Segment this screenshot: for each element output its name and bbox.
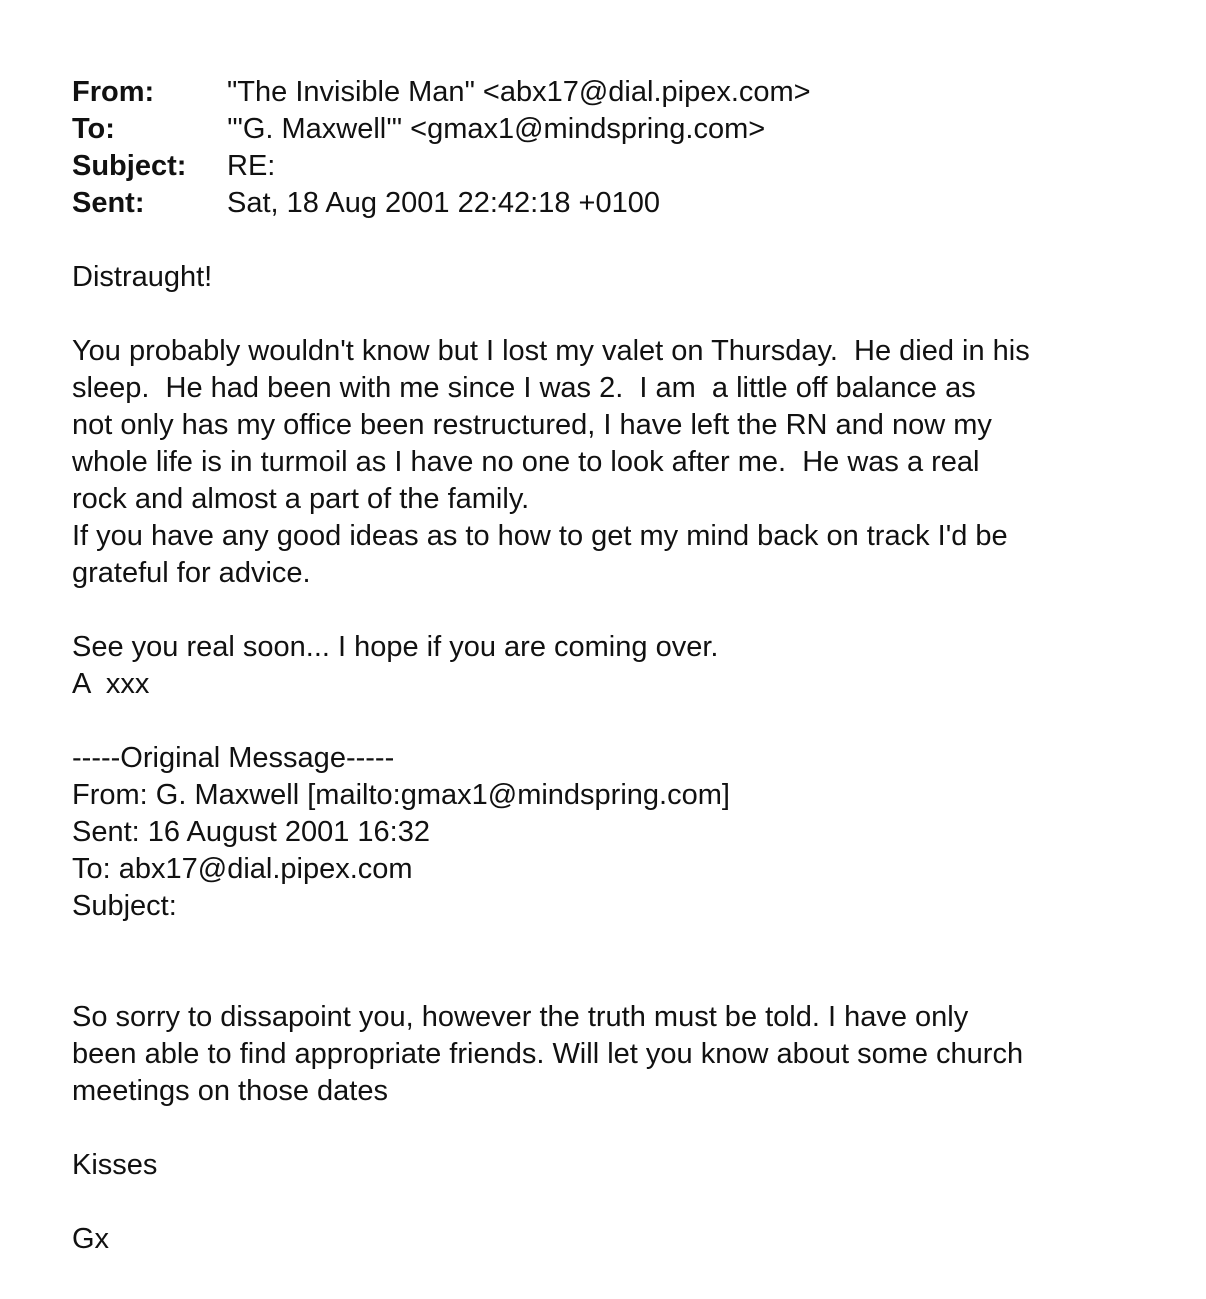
- original-body-line: been able to find appropriate friends. Will let you know about some church: [72, 1038, 1024, 1070]
- body-line: not only has my office been restructured, I have left the RN and now my: [72, 409, 992, 441]
- original-from: From: G. Maxwell [mailto:gmax1@mindspring.com]: [72, 779, 730, 811]
- spacer: [72, 1184, 1172, 1221]
- spacer: [72, 703, 1172, 740]
- original-subject: Subject:: [72, 890, 177, 922]
- original-signoff: Kisses: [72, 1149, 158, 1181]
- body-line: rock and almost a part of the family.: [72, 483, 530, 515]
- to-label: To:: [72, 113, 115, 145]
- original-paragraph: [72, 999, 1172, 1110]
- body-line: sleep. He had been with me since I was 2. I am a little off balance as: [72, 372, 976, 404]
- subject-label: Subject:: [72, 150, 187, 182]
- header-to-row: [72, 111, 1172, 148]
- closing: [72, 629, 1172, 703]
- spacer: [72, 296, 1172, 333]
- spacer: [72, 222, 1172, 259]
- original-signature: Gx: [72, 1223, 110, 1255]
- body-line: whole life is in turmoil as I have no one to look after me. He was a real: [72, 446, 980, 478]
- sent-label: Sent:: [72, 187, 145, 219]
- email-header: [72, 74, 1172, 222]
- body-line: You probably wouldn't know but I lost my valet on Thursday. He died in his: [72, 335, 1030, 367]
- email-document: [72, 74, 1172, 1258]
- spacer: [72, 1110, 1172, 1147]
- original-separator: -----Original Message-----: [72, 742, 395, 774]
- spacer: [72, 592, 1172, 629]
- greeting: Distraught!: [72, 261, 213, 293]
- original-to: To: abx17@dial.pipex.com: [72, 853, 413, 885]
- spacer: [72, 925, 1172, 999]
- from-value: "The Invisible Man" <abx17@dial.pipex.com>: [227, 76, 811, 108]
- original-body-line: So sorry to dissapoint you, however the truth must be told. I have only: [72, 1001, 969, 1033]
- closing-line: See you real soon... I hope if you are coming over.: [72, 631, 719, 663]
- header-subject-row: [72, 148, 1172, 185]
- header-from-row: [72, 74, 1172, 111]
- original-body-line: meetings on those dates: [72, 1075, 388, 1107]
- sent-value: Sat, 18 Aug 2001 22:42:18 +0100: [227, 187, 660, 219]
- original-message-header: [72, 740, 1172, 925]
- to-value: '"G. Maxwell'" <gmax1@mindspring.com>: [227, 113, 766, 145]
- closing-signature: A xxx: [72, 668, 150, 700]
- body-line: grateful for advice.: [72, 557, 311, 589]
- subject-value: RE:: [227, 150, 276, 182]
- body-paragraph: [72, 333, 1172, 592]
- from-label: From:: [72, 76, 155, 108]
- header-sent-row: [72, 185, 1172, 222]
- original-sent: Sent: 16 August 2001 16:32: [72, 816, 430, 848]
- body-line: If you have any good ideas as to how to get my mind back on track I'd be: [72, 520, 1008, 552]
